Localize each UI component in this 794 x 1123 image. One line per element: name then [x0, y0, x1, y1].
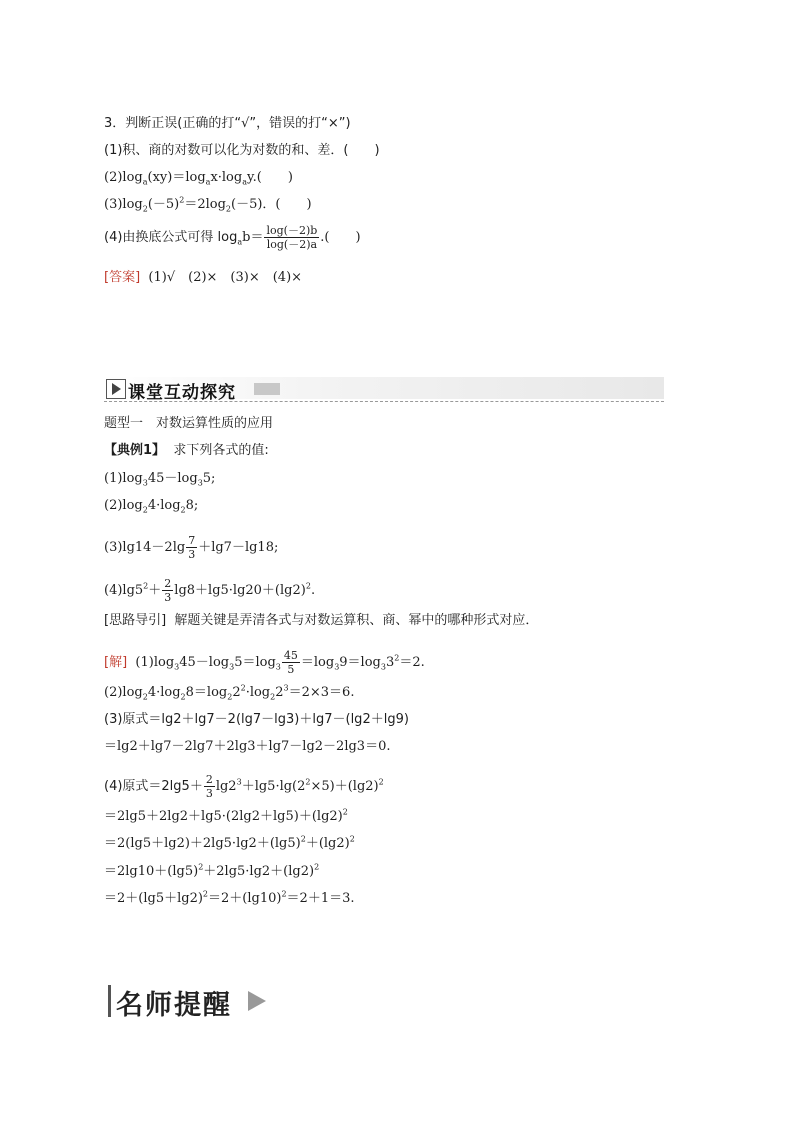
hint-line: [104, 613, 538, 629]
fraction-2-3-b: $\frac{2}{3}$: [205, 773, 213, 800]
problem-3: (3)lg14－2lg $\frac{7}{3}$ ＋lg7－lg18;: [104, 534, 279, 561]
solution-3b: ＝lg2＋lg7－2lg7＋2lg3＋lg7－lg2－2lg3＝0.: [104, 739, 391, 754]
solution-4e: $=2+(\lg 5+\lg 2)^2=2+(\lg 10)^2=2+1=3$.: [104, 889, 355, 906]
play-arrow-icon: [106, 379, 126, 399]
section-title: 课堂互动探究: [128, 383, 236, 403]
solution-2: $(2)\log_24\cdot\log_28=\log_22^2\cdot\log_22^3=2\times 3=6$.: [104, 683, 355, 702]
solution-3a: (3)原式＝lg2＋lg7－2(lg7－lg3)＋lg7－(lg2＋lg9): [104, 712, 409, 727]
question-item-2: $(2)\log_a(xy)=\log_ax\cdot\log_ay$.( ): [104, 170, 293, 187]
heading-bar: [108, 985, 111, 1017]
section-divider: [104, 401, 664, 402]
change-of-base-fraction: $\frac{\log(-2)b}{\log(-2)a}$: [266, 224, 318, 251]
solution-4a: (4)原式＝2lg5＋ $\frac{2}{3}$ $\lg 2^3+\lg 5\cdot\lg(2^2\times 5)+(\lg 2)^2$: [104, 773, 384, 800]
section-decoration: [254, 383, 280, 395]
fraction-45-5: $\frac{45}{5}$: [283, 649, 298, 676]
solution-4b: $=2\lg 5+2\lg 2+\lg 5\cdot(2\lg 2+\lg 5)+(\lg 2)^2$: [104, 807, 348, 824]
hint-label: [思路导引]: [104, 613, 167, 628]
fraction-7-3: $\frac{7}{3}$: [188, 534, 196, 561]
solution-1: [解] $(1)\log_345-\log_35=\log_3$ $\frac{45}{5}$ $=\log_39=\log_33^2=2$.: [104, 649, 425, 676]
hint-text: 解题关键是弄清各式与对数运算积、商、幂中的哪种形式对应．: [174, 613, 539, 628]
example-label: 【典例1】: [104, 443, 166, 458]
teacher-tips-title: 名师提醒: [116, 990, 232, 1021]
answer-text: (1)√ (2)× (3)× (4)×: [148, 270, 303, 285]
example-text: 求下列各式的值:: [173, 443, 269, 458]
fraction-2-3: $\frac{2}{3}$: [164, 577, 172, 604]
solution-4d: $=2\lg 10+(\lg 5)^2+2\lg 5\cdot\lg 2+(\lg 2)^2$: [104, 862, 320, 879]
question-title: 3．判断正误(正确的打“√”，错误的打“×”): [104, 116, 351, 131]
problem-4: $(4)\lg 5^2+$ $\frac{2}{3}$ $\lg 8+\lg 5\cdot\lg 20+(\lg 2)^2$.: [104, 577, 316, 604]
example-header: [104, 443, 269, 459]
question-item-3: $(3)\log_2(-5)^2=2\log_2(-5)$．( ): [104, 195, 312, 214]
answer-label: [答案]: [104, 270, 141, 285]
answer-line: [104, 270, 302, 286]
section-header: [104, 377, 664, 403]
solution-4c: $=2(\lg 5+\lg 2)+2\lg 5\cdot\lg 2+(\lg 5)^2+(\lg 2)^2$: [104, 834, 355, 851]
solution-label: [解]: [104, 655, 128, 670]
topic-heading: 题型一 对数运算性质的应用: [104, 416, 274, 431]
play-triangle-icon: [248, 991, 266, 1011]
problem-1: $(1)\log_345-\log_35$;: [104, 471, 216, 488]
question-item-1: (1)积、商的对数可以化为对数的和、差．( ): [104, 143, 380, 158]
question-item-4: (4)由换底公式可得 $\log_ab=$ $\frac{\log(-2)b}{\log(-2)a}$ .( ): [104, 224, 361, 251]
problem-2: $(2)\log_24\cdot\log_28$;: [104, 498, 199, 515]
